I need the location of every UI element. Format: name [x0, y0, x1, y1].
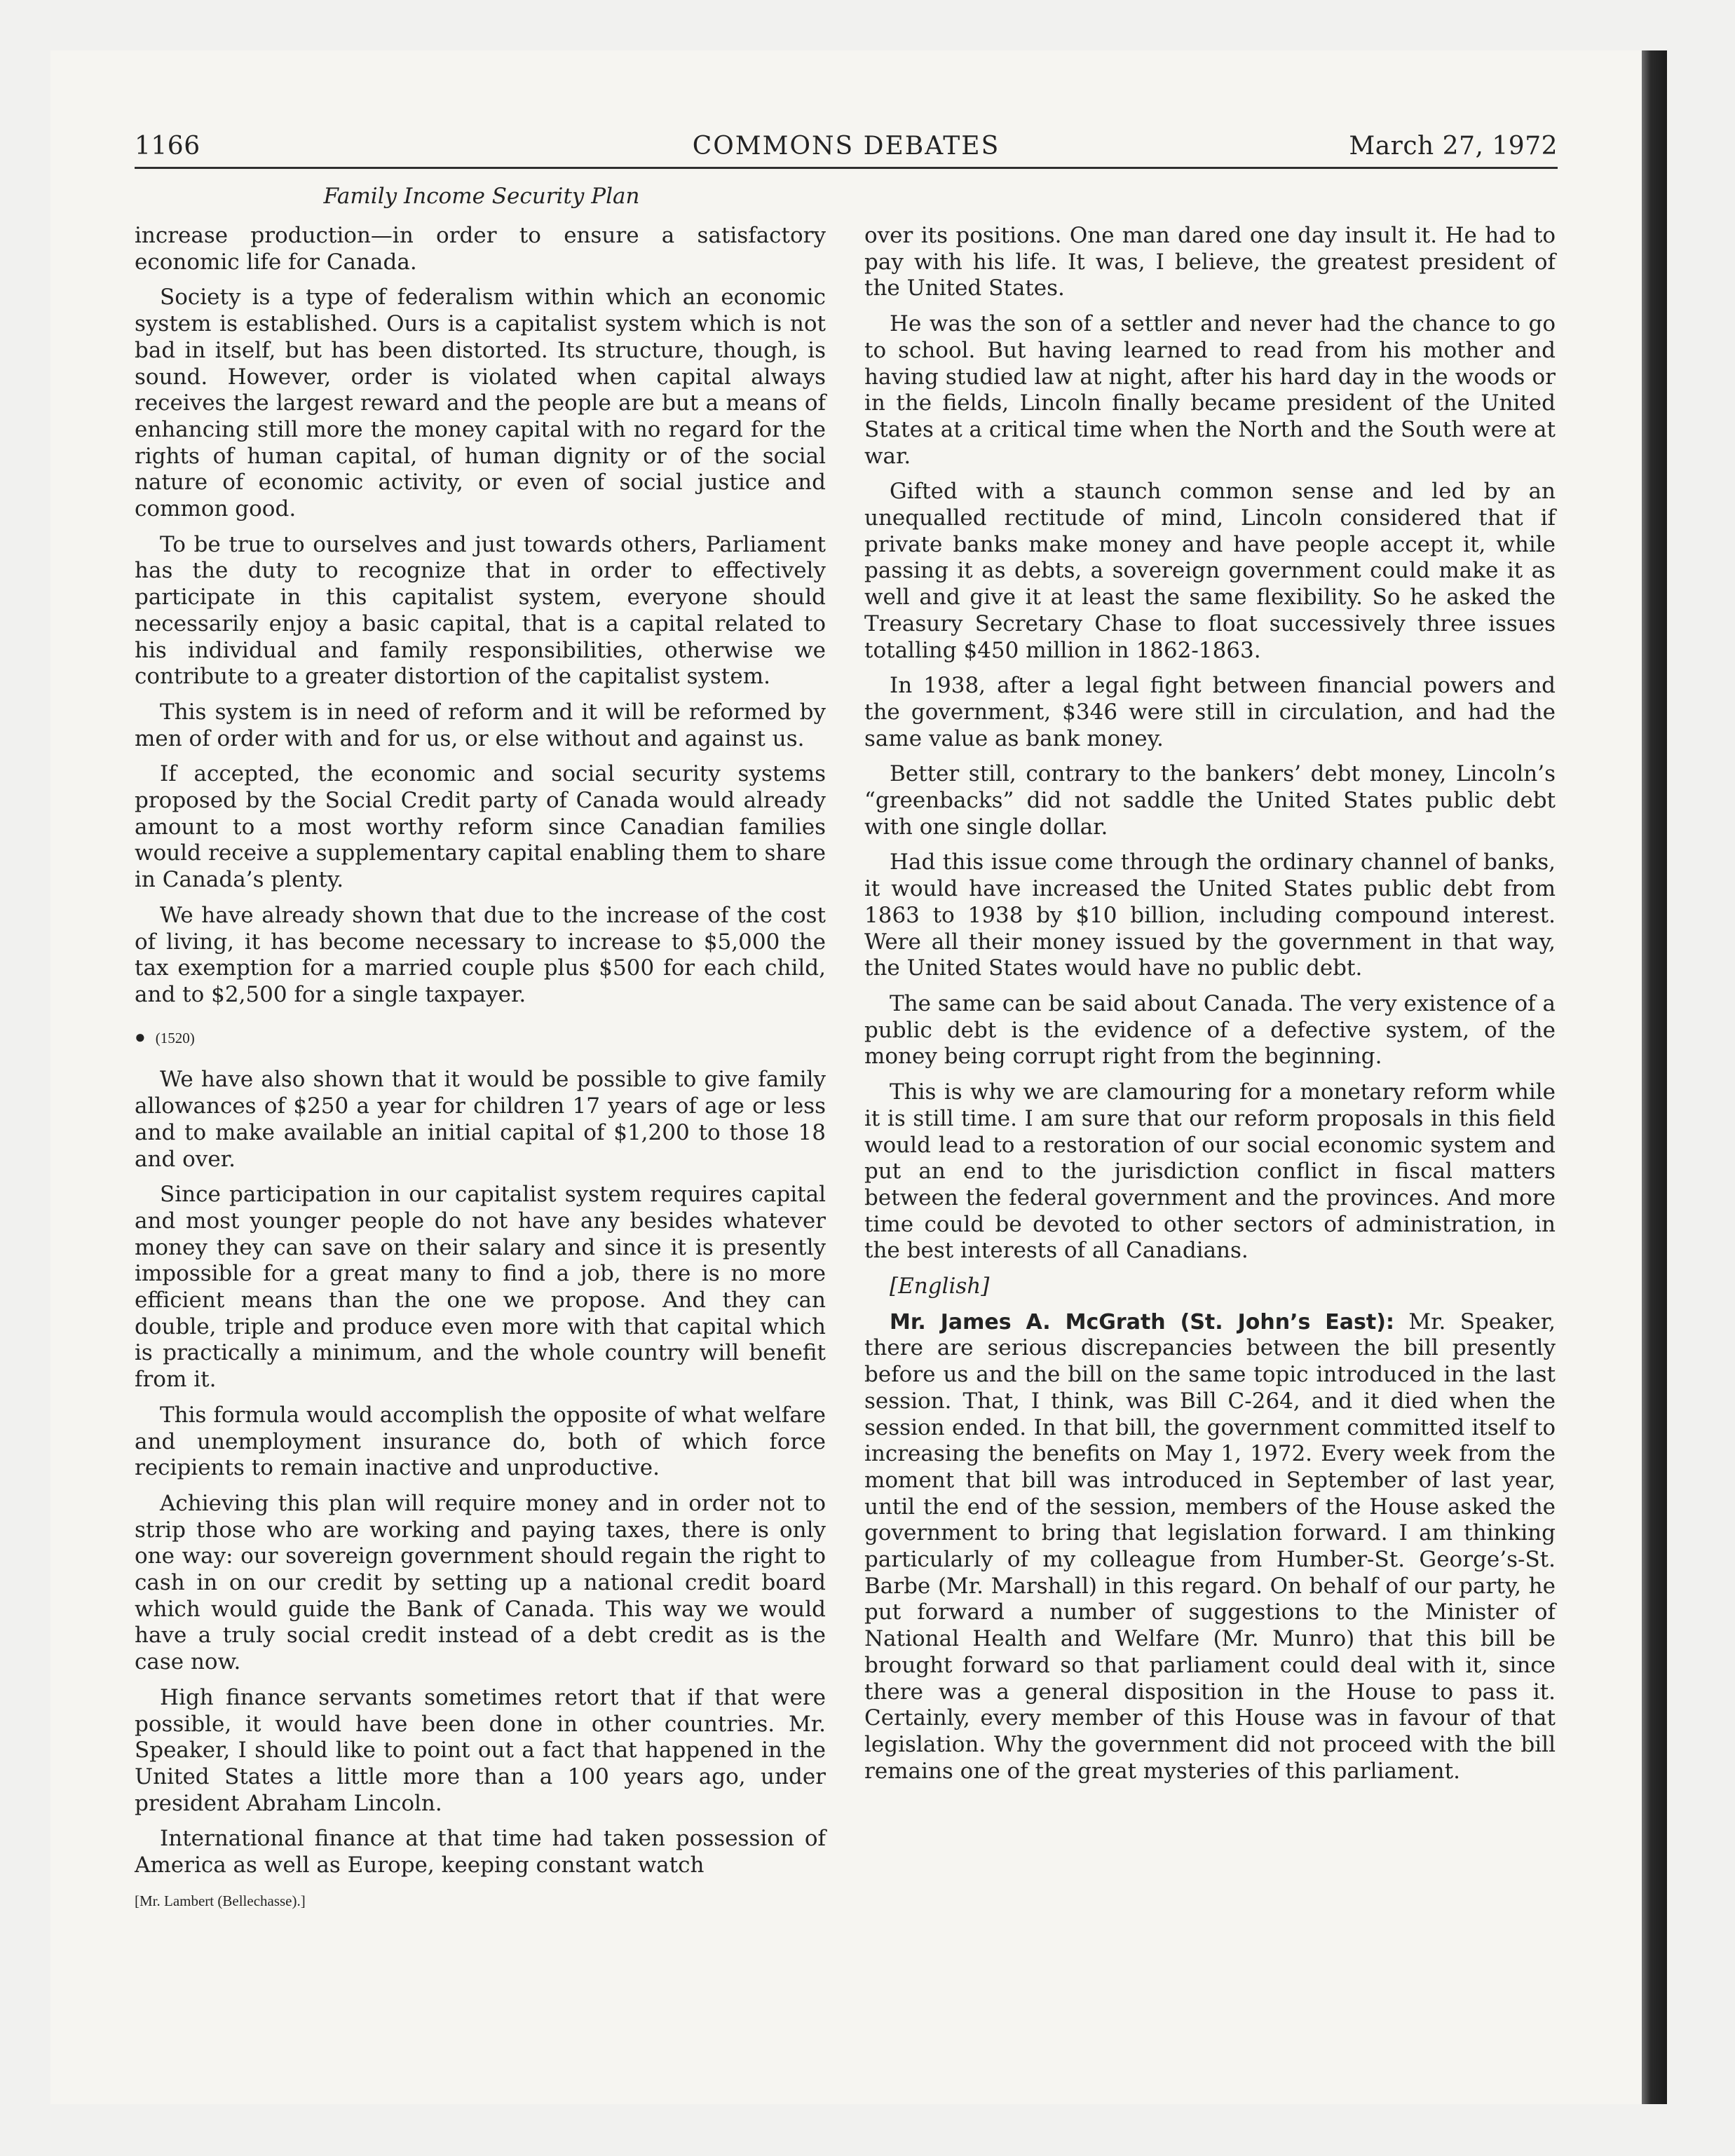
paragraph: Since participation in our capitalist system requires capital and most younger people do not have any besides whatever money they can save on their salary and since it is presently impossible for a great many to find a job, there is no more efficient means than the one we propose. And they can double, triple and produce even more with that capital which is practically a minimum, and the whole country will benefit from it. — [135, 1182, 826, 1393]
paragraph: Gifted with a staunch common sense and led by an unequalled rectitude of mind, Lincoln considered that if private banks make money and have people accept it, while passing it as debts, a sovereign government could make it as well and give it at least the same flexibility. So he asked the Treasury Secretary Chase to float successively three issues totalling $450 million in 1862-1863. — [864, 479, 1556, 663]
paragraph: This formula would accomplish the opposite of what welfare and unemployment insurance do, both of which force recipients to remain inactive and unproductive. — [135, 1402, 826, 1481]
page-number: 1166 — [135, 132, 200, 161]
publication-title: COMMONS DEBATES — [692, 132, 1000, 161]
publication-date: March 27, 1972 — [1349, 132, 1558, 161]
bullet-icon: ● — [135, 1026, 146, 1047]
header-rule — [135, 167, 1558, 169]
paragraph: We have also shown that it would be possible to give family allowances of $250 a year for children 17 years of age or less and to make available an initial capital of $1,200 to those 18 and over. — [135, 1067, 826, 1172]
paragraph: To be true to ourselves and just towards others, Parliament has the duty to recognize that in order to effectively participate in this capitalist system, everyone should necessarily enjoy a basic capital, that is a capital related to his individual and family responsibilities, otherwise we contribute to a greater distortion of the capitalist system. — [135, 531, 826, 690]
paragraph: International finance at that time had taken possession of America as well as Europe, keeping constant watch — [135, 1826, 826, 1878]
paragraph: The same can be said about Canada. The very existence of a public debt is the evidence of a defective system, of the money being corrupt right from the beginning. — [864, 990, 1556, 1070]
section-subheader: Family Income Security Plan — [323, 184, 640, 209]
paragraph: He was the son of a settler and never had the chance to go to school. But having learned to read from his mother and having studied law at night, after his hard day in the woods or in the fields, Lincoln finally became president of the United States at a critical time when the North and the South were at war. — [864, 311, 1556, 469]
page-binding-edge — [1642, 50, 1667, 2104]
paragraph: If accepted, the economic and social security systems proposed by the Social Credit party of Canada would already amount to a most worthy reform since Canadian families would receive a supplementary capital enabling them to share in Canada’s plenty. — [135, 761, 826, 893]
speech-paragraph — [864, 1309, 1556, 1785]
paragraph: In 1938, after a legal fight between financial powers and the government, $346 were still in circulation, and had the same value as bank money. — [864, 673, 1556, 751]
right-column — [864, 223, 1556, 1794]
paragraph: Achieving this plan will require money and in order not to strip those who are working and paying taxes, there is only one way: our sovereign government should regain the right to cash in on our credit by setting up a national credit board which would guide the Bank of Canada. This way we would have a truly social credit instead of a debt credit as is the case now. — [135, 1490, 826, 1675]
paragraph: High finance servants sometimes retort that if that were possible, it would have been done in other countries. Mr. Speaker, I should like to point out a fact that happened in the United States a little more than a 100 years ago, under president Abraham Lincoln. — [135, 1684, 826, 1816]
speech-text: Mr. Speaker, there are serious discrepancies between the bill presently before us and the bill on the same topic introduced in the last session. That, I think, was Bill C-264, and it died when the session ended. In that bill, the government committed itself to increasing the benefits on May 1, 1972. Every week from the moment that bill was introduced in September of last year, until the end of the session, members of the House asked the government to bring that legislation forward. I am thinking particularly of my colleague from Humber-St. George’s-St. Barbe (Mr. Marshall) in this regard. On behalf of our party, he put forward a number of suggestions to the Minister of National Health and Welfare (Mr. Munro) that this bill be brought forward so that parliament could deal with it, since there was a general disposition in the House to pass it. Certainly, every member of this House was in favour of that legislation. Why the government did not proceed with the bill remains one of the great mysteries of this parliament. — [864, 1309, 1556, 1784]
paragraph: Had this issue come through the ordinary channel of banks, it would have increased the United States public debt from 1863 to 1938 by $10 billion, including compound interest. Were all their money issued by the government in that way, the United States would have no public debt. — [864, 850, 1556, 981]
paragraph: Society is a type of federalism within which an economic system is established. Ours is a capitalist system which is not bad in itself, but has been distorted. Its structure, though, is sound. However, order is violated when capital always receives the largest reward and the people are but a means of enhancing still more the money capital with no regard for the rights of human capital, of human dignity or of the social nature of economic activity, or even of social justice and common good. — [135, 285, 826, 522]
page-header — [135, 132, 1558, 168]
paragraph: This is why we are clamouring for a monetary reform while it is still time. I am sure that our reform proposals in this field would lead to a restoration of our social economic system and put an end to the jurisdiction conflict in fiscal matters between the federal government and the provinces. And more time could be devoted to other sectors of administration, in the best interests of all Canadians. — [864, 1079, 1556, 1264]
time-marker — [135, 1024, 826, 1052]
speaker-footnote: [Mr. Lambert (Bellechasse).] — [135, 1892, 306, 1909]
paragraph: increase production—in order to ensure a satisfactory economic life for Canada. — [135, 223, 826, 275]
paragraph: This system is in need of reform and it will be reformed by men of order with and for us, or else without and against us. — [135, 699, 826, 751]
time-marker-label: (1520) — [155, 1029, 195, 1046]
paragraph: We have already shown that due to the increase of the cost of living, it has become necessary to increase to $5,000 the tax exemption for a married couple plus $500 for each child, and to $2,500 for a single taxpayer. — [135, 902, 826, 1007]
language-tag: [English] — [890, 1274, 990, 1299]
left-column — [135, 223, 826, 1914]
speaker-name: Mr. James A. McGrath (St. John’s East): — [890, 1309, 1394, 1335]
paragraph: over its positions. One man dared one day insult it. He had to pay with his life. It was, I believe, the greatest president of the United States. — [864, 223, 1556, 301]
paragraph: Better still, contrary to the bankers’ debt money, Lincoln’s “greenbacks” did not saddle the United States public debt with one single dollar. — [864, 761, 1556, 840]
